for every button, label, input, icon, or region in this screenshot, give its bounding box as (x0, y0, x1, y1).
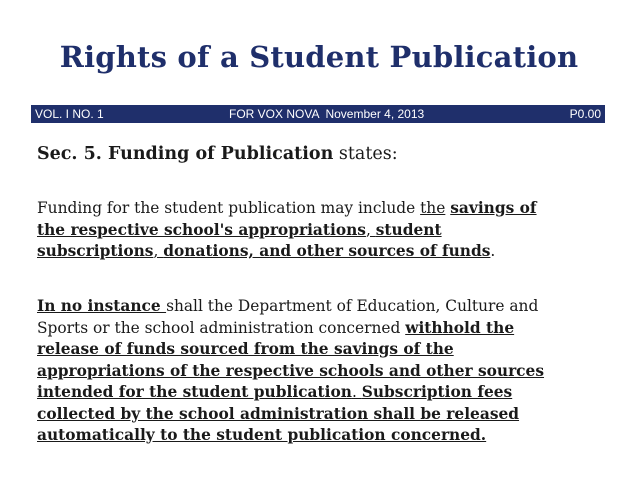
paragraph-line: collected by the school administration shall be released (37, 404, 520, 423)
text-run: shall the Department of Education, Culture and (166, 297, 539, 315)
emphasis-text: intended for the student publication (37, 383, 352, 401)
text-run: Funding for the student publication may include (37, 199, 421, 217)
underlined-text: , (365, 220, 376, 239)
emphasis-text: withhold the (405, 318, 515, 337)
section-heading (37, 142, 398, 166)
volume-number: VOL. I NO. 1 (35, 107, 104, 121)
paragraph-line (37, 318, 607, 340)
underlined-text: , (153, 242, 164, 260)
funding-paragraph (37, 198, 607, 263)
section-suffix: states: (333, 144, 398, 164)
emphasis-text: student (375, 220, 442, 239)
emphasis-text: In no instance (37, 297, 167, 315)
section-title: Sec. 5. Funding of Publication (37, 144, 334, 164)
text-run: Sports or the school administration concerned (37, 318, 406, 337)
slide-title: Rights of a Student Publication (59, 40, 579, 74)
emphasis-text: the respective school's appropriations (37, 220, 366, 239)
paragraph-line: appropriations of the respective schools and other sources (37, 361, 545, 380)
withholding-paragraph (37, 296, 607, 447)
paragraph-line: automatically to the student publication concerned. (37, 426, 487, 444)
paragraph-line: release of funds sourced from the savings of the (37, 340, 454, 358)
emphasis-text: subscriptions (37, 242, 154, 260)
text-run: . (490, 242, 496, 260)
publication-date: FOR VOX NOVA November 4, 2013 (229, 107, 425, 121)
emphasis-text: Subscription fees (361, 383, 513, 401)
paragraph-line (37, 198, 607, 220)
paragraph-line (37, 220, 607, 242)
paragraph-line (37, 241, 607, 263)
paragraph-line (37, 296, 607, 318)
underlined-text: . (351, 383, 362, 401)
issue-banner (31, 105, 605, 123)
price-label: P0.00 (569, 107, 601, 121)
underlined-text: the (420, 199, 446, 217)
paragraph-line (37, 382, 607, 404)
emphasis-text: savings of (450, 199, 537, 217)
emphasis-text: donations, and other sources of funds (163, 242, 491, 260)
